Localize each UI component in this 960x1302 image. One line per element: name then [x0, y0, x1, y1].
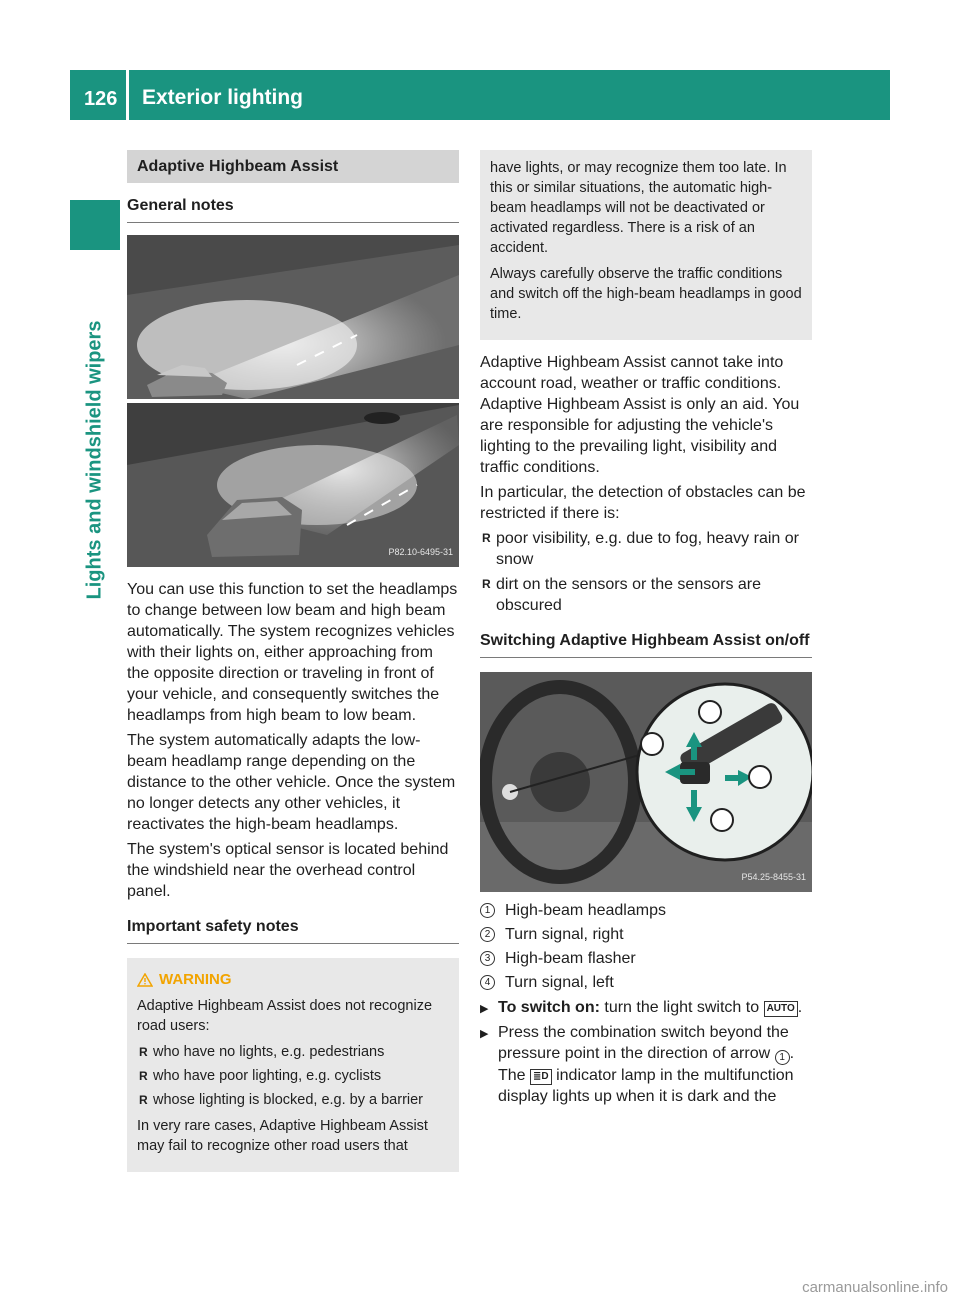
warning-intro: Adaptive Highbeam Assist does not recognize road users:: [137, 998, 433, 1034]
legend-number: 4: [480, 975, 495, 990]
legend-item: [480, 948, 812, 969]
warning-box-continued: [480, 150, 812, 340]
step-text: turn the light switch to: [604, 999, 760, 1016]
page-number: 126: [84, 88, 118, 110]
chapter-label: Lights and windshield wipers: [83, 320, 106, 600]
section-title: Exterior lighting: [142, 86, 304, 109]
general-notes-heading: General notes: [127, 195, 459, 223]
switching-heading: Switching Adaptive Highbeam Assist on/off: [480, 630, 812, 658]
warning-list: [137, 1042, 449, 1110]
legend-text: Turn signal, left: [505, 974, 614, 991]
right-column: [480, 150, 812, 1111]
list-item: R dirt on the sensors or the sensors are obscured: [480, 574, 812, 616]
header-divider: [126, 70, 129, 120]
step-text: Press the combination switch beyond the pressure point in the direction of arrow: [498, 1024, 789, 1062]
warning-title: WARNING: [159, 971, 232, 988]
legend-item: [480, 900, 812, 921]
legend-text: High-beam flasher: [505, 950, 636, 967]
arrow-reference-number: 1: [775, 1050, 790, 1065]
restriction-list: [480, 528, 812, 616]
limitation-paragraph: Adaptive Highbeam Assist cannot take into account road, weather or traffic conditions. Adaptive Highbeam Assist is only an aid. You are responsible for adjusting the vehicle's lighting to the prevailing light, visibility and traffic conditions.: [480, 354, 800, 476]
warning-box: [127, 958, 459, 1172]
warning-header: [137, 970, 449, 990]
list-item: R who have no lights, e.g. pedestrians: [137, 1042, 449, 1062]
legend-number: 2: [480, 927, 495, 942]
auto-light-icon: AUTO: [764, 1001, 798, 1017]
combination-switch-illustration: [480, 672, 812, 892]
restriction-paragraph: In particular, the detection of obstacles can be restricted if there is:: [480, 484, 806, 522]
section-heading-bar: Adaptive Highbeam Assist: [127, 150, 459, 183]
list-item: R poor visibility, e.g. due to fog, heavy rain or snow: [480, 528, 812, 570]
step-text-end: indicator lamp in the multifunction display lights up when it is dark and the: [498, 1067, 794, 1105]
warning-outro: In very rare cases, Adaptive Highbeam Assist may fail to recognize other road users that: [137, 1118, 428, 1154]
list-item: R whose lighting is blocked, e.g. by a barrier: [137, 1090, 449, 1110]
step-text-cont: . The: [498, 1045, 795, 1084]
list-item: R who have poor lighting, e.g. cyclists: [137, 1066, 449, 1086]
chapter-tab-marker: [70, 200, 120, 250]
warning-triangle-icon: [137, 973, 153, 987]
intro-paragraph: You can use this function to set the headlamps to change between low beam and high beam automatically. The system recognizes vehicles with their lights on, either approaching from the opposite direction or traveling in front of your vehicle, and consequently switches the headlamps from high beam to low beam.: [127, 581, 458, 724]
warning-advice: Always carefully observe the traffic conditions and switch off the high-beam headlamps in good time.: [490, 266, 802, 322]
legend-number: 1: [480, 903, 495, 918]
legend-number: 3: [480, 951, 495, 966]
legend-item: [480, 972, 812, 993]
watermark: carmanualsonline.info: [802, 1279, 948, 1296]
page-header: [70, 70, 890, 120]
step-switch-on: ▶ To switch on: turn the light switch to AUTO .: [480, 997, 812, 1018]
figure-code: P82.10-6495-31: [388, 547, 453, 557]
sensor-paragraph: The system's optical sensor is located behind the windshield near the overhead control panel.: [127, 841, 449, 900]
legend-text: High-beam headlamps: [505, 902, 666, 919]
adaptation-paragraph: The system automatically adapts the low-beam headlamp range depending on the distance to the other vehicle. Once the system no longer detects any other vehicles, it reactivates the high-beam headlamps.: [127, 732, 456, 833]
left-column: [127, 150, 459, 1172]
legend-text: Turn signal, right: [505, 926, 624, 943]
highbeam-indicator-icon: ≣D: [530, 1069, 552, 1085]
figure-legend: [480, 900, 812, 993]
step-press-switch: [480, 1022, 812, 1107]
legend-item: [480, 924, 812, 945]
figure-code: P54.25-8455-31: [741, 872, 806, 882]
warning-continuation: have lights, or may recognize them too late. In this or similar situations, the automatic high-beam headlamps will not be deactivated or activated regardless. There is a risk of an accident.: [490, 160, 787, 256]
instruction-steps: [480, 997, 812, 1107]
safety-notes-heading: Important safety notes: [127, 916, 459, 944]
step-label: To switch on:: [498, 999, 600, 1016]
highbeam-illustration: [127, 235, 459, 567]
